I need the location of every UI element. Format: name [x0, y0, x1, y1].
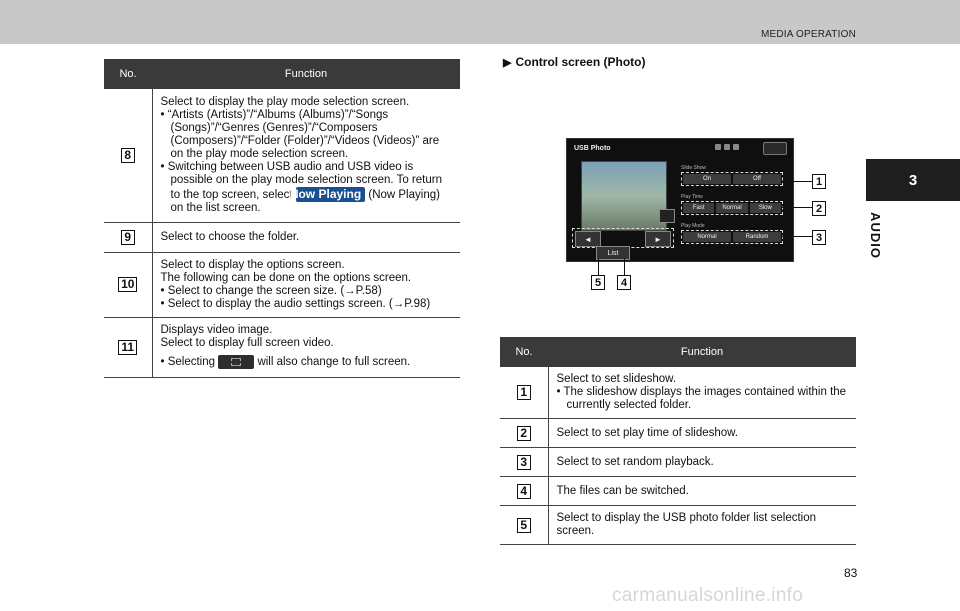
function-bullet: • “Artists (Artists)”/“Albums (Albums)”/“Songs (Songs)”/“Genres (Genres)”/“Composers (Composers)”/“Folder (Folder)”/“Videos (Videos)” are on the play mode selection screen. — [160, 108, 440, 160]
playtime-normal-button[interactable]: Normal — [716, 203, 747, 213]
function-bullet-text: • Switching between USB audio and USB video is possible on the play mode selection screen. To return to the top screen, select — [160, 160, 442, 201]
playtime-options — [681, 201, 783, 215]
function-bullet: • Select to display the audio settings screen. (→P.98) — [160, 297, 431, 310]
function-bullet-text: • Selecting — [160, 356, 216, 369]
row-number: 9 — [121, 230, 135, 245]
slideshow-options — [681, 172, 783, 186]
list-button[interactable]: List — [596, 246, 630, 260]
callout-3: 3 — [812, 230, 826, 245]
screen-title: USB Photo — [574, 145, 611, 152]
function-bullet-tail: (Now Playing) on the list screen. — [170, 188, 440, 214]
table-row — [500, 419, 856, 448]
row-number: 3 — [517, 455, 531, 470]
callout-5: 5 — [591, 275, 605, 290]
photo-image — [581, 161, 667, 231]
table-row — [104, 252, 460, 317]
watermark: carmanualsonline.info — [612, 585, 804, 606]
col-function-header: Function — [548, 337, 856, 367]
control-screen-title: Control screen (Photo) — [515, 55, 646, 69]
fullscreen-icon — [218, 355, 254, 369]
function-line: Select to display full screen video. — [160, 337, 334, 350]
function-line: Displays video image. — [160, 324, 273, 337]
callout-1: 1 — [812, 174, 826, 189]
playtime-fast-button[interactable]: Fast — [683, 203, 714, 213]
table-row — [500, 367, 856, 419]
callout-leader — [782, 236, 812, 237]
playmode-random-button[interactable]: Random — [733, 232, 781, 242]
right-function-table — [500, 337, 856, 545]
row-number: 1 — [517, 385, 531, 400]
callout-4: 4 — [617, 275, 631, 290]
col-function-header: Function — [152, 59, 460, 89]
playmode-normal-button[interactable]: Normal — [683, 232, 731, 242]
chapter-label — [868, 210, 888, 262]
prev-file-button[interactable]: ◄ — [575, 231, 601, 247]
playtime-label: Play Time — [681, 194, 703, 200]
function-bullet — [161, 355, 453, 369]
slideshow-on-button[interactable]: On — [683, 174, 731, 184]
function-line: Select to display the options screen. — [160, 258, 345, 271]
table-row — [104, 89, 460, 222]
row-number: 2 — [517, 426, 531, 441]
table-row — [500, 506, 856, 545]
table-row — [104, 317, 460, 377]
function-line: Select to choose the folder. — [160, 230, 300, 243]
now-playing-button[interactable]: Now Playing — [296, 187, 365, 202]
next-file-button[interactable]: ► — [645, 231, 671, 247]
col-no-header: No. — [500, 337, 548, 367]
callout-leader — [624, 258, 625, 276]
chapter-number: 3 — [908, 171, 918, 189]
function-line: Select to display the play mode selection screen. — [160, 95, 410, 108]
function-line: Select to set slideshow. — [556, 373, 677, 385]
slideshow-label: Slide Show — [681, 165, 707, 171]
status-icons — [715, 144, 763, 152]
callout-leader — [782, 181, 812, 182]
col-no-header: No. — [104, 59, 152, 89]
control-screen-heading — [503, 55, 645, 69]
bluetooth-icon — [715, 144, 721, 150]
row-number: 8 — [121, 148, 135, 163]
function-bullet: • Select to change the screen size. (→P.58) — [160, 284, 382, 297]
chapter-label-text: AUDIO — [867, 212, 883, 259]
row-number: 4 — [517, 484, 531, 499]
table-row — [500, 448, 856, 477]
row-number: 11 — [118, 340, 137, 355]
row-function — [152, 89, 460, 222]
row-number: 5 — [517, 518, 531, 533]
function-line: Select to display the USB photo folder list selection screen. — [556, 512, 817, 537]
table-row — [500, 477, 856, 506]
fullscreen-button[interactable] — [659, 209, 675, 223]
function-line: The files can be switched. — [556, 484, 689, 497]
table-row — [104, 222, 460, 252]
playtime-slow-button[interactable]: Slow — [750, 203, 781, 213]
battery-icon — [733, 144, 739, 150]
triangle-icon: ▶ — [503, 57, 512, 69]
function-line: The following can be done on the options screen. — [160, 271, 412, 284]
function-line: Select to set random playback. — [556, 455, 714, 468]
playmode-label: Play Mode — [681, 223, 705, 229]
section-title: MEDIA OPERATION — [760, 29, 856, 40]
row-number: 10 — [118, 277, 137, 292]
function-bullet-tail: will also change to full screen. — [257, 356, 411, 369]
slideshow-off-button[interactable]: Off — [733, 174, 781, 184]
playmode-options — [681, 230, 783, 244]
callout-leader — [782, 207, 812, 208]
back-icon[interactable] — [763, 142, 787, 155]
callout-2: 2 — [812, 201, 826, 216]
callout-leader — [598, 258, 599, 276]
page-number: 83 — [844, 566, 858, 580]
left-function-table — [104, 59, 460, 378]
chapter-tab — [866, 159, 960, 201]
signal-icon — [724, 144, 730, 150]
function-bullet: • The slideshow displays the images contained within the currently selected folder. — [556, 386, 847, 411]
function-line: Select to set play time of slideshow. — [556, 426, 739, 439]
usb-photo-screen — [566, 138, 794, 262]
function-bullet — [161, 161, 453, 215]
